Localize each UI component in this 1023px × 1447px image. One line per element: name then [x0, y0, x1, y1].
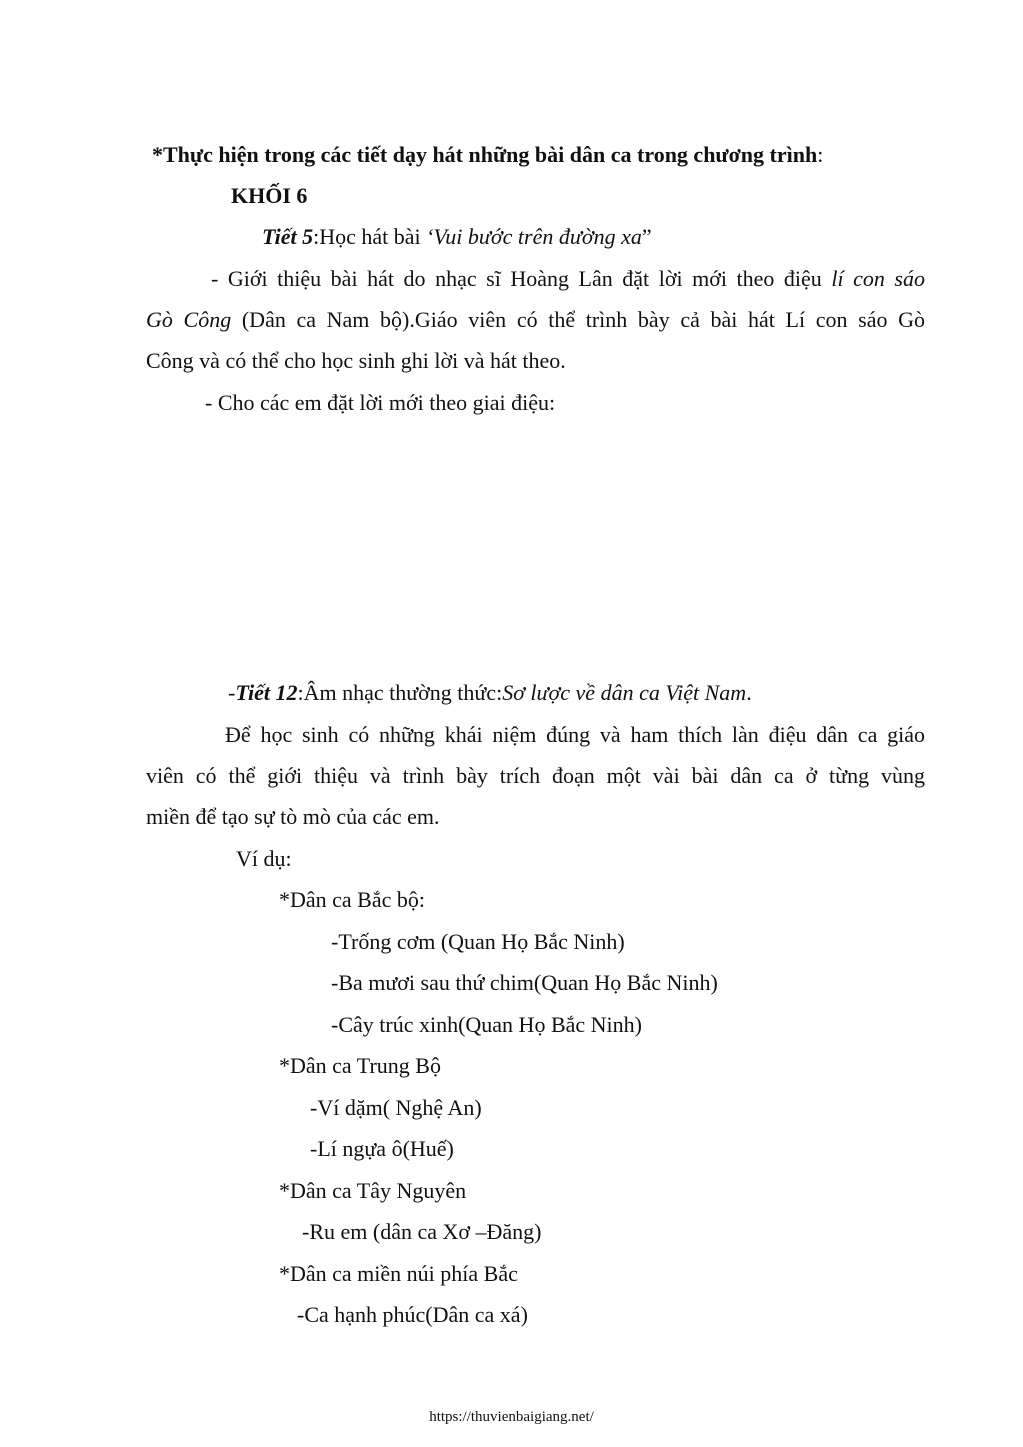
lesson12-topic: Sơ lược về dân ca Việt Nam — [502, 680, 747, 705]
lesson5-para-line3: Công và có thể cho học sinh ghi lời và hát theo. — [146, 348, 566, 373]
list-item: -Cây trúc xinh(Quan Họ Bắc Ninh) — [331, 1012, 642, 1037]
list-item: -Ru em (dân ca Xơ –Đăng) — [302, 1219, 542, 1244]
lesson12-period: . — [746, 680, 752, 705]
lesson5-song: ‘Vui bước trên đường xa — [426, 224, 642, 249]
lesson5-para-line1-text: - Giới thiệu bài hát do nhạc sĩ Hoàng Lân đặt lời mới theo điệu — [211, 266, 832, 291]
lesson5-para-line2-italic: Gò Công — [146, 307, 232, 332]
lesson5-close-quote: ” — [641, 224, 652, 249]
lesson12-title — [228, 679, 752, 707]
lesson5-instruction: - Cho các em đặt lời mới theo giai điệu: — [205, 390, 556, 415]
lesson5-para-line2 — [146, 299, 925, 340]
lesson5-sep: :Học hát bài — [313, 224, 427, 249]
section-heading-colon: : — [817, 142, 824, 167]
lesson5-paragraph — [146, 258, 925, 381]
lesson5-para-line1-italic: lí con sáo — [831, 266, 925, 291]
section-heading-text: *Thực hiện trong các tiết dạy hát những bài dân ca trong chương trình — [152, 142, 818, 167]
list-item: -Ví dặm( Nghệ An) — [310, 1095, 482, 1120]
region-bac-bo: *Dân ca Bắc bộ: — [279, 887, 425, 912]
lesson12-dash: - — [228, 680, 236, 705]
region-tay-nguyen: *Dân ca Tây Nguyên — [279, 1178, 467, 1203]
region-trung-bo: *Dân ca Trung Bộ — [279, 1053, 441, 1078]
list-item: -Ba mươi sau thứ chim(Quan Họ Bắc Ninh) — [331, 970, 718, 995]
region-mien-nui: *Dân ca miền núi phía Bắc — [279, 1261, 518, 1286]
example-label: Ví dụ: — [236, 846, 292, 871]
lesson12-para-line3: miền để tạo sự tò mò của các em. — [146, 804, 440, 829]
lesson5-label: Tiết 5 — [262, 224, 314, 249]
list-item: -Ca hạnh phúc(Dân ca xá) — [297, 1302, 528, 1327]
lesson12-label: Tiết 12 — [235, 680, 298, 705]
lesson12-para-line1: Để học sinh có những khái niệm đúng và ham thích làn điệu dân ca giáo — [225, 722, 925, 747]
list-item: -Trống cơm (Quan Họ Bắc Ninh) — [331, 929, 625, 954]
lesson12-sep: :Âm nhạc thường thức: — [297, 680, 503, 705]
lesson12-para-line2: viên có thể giới thiệu và trình bày trích đoạn một vài bài dân ca ở từng vùng — [146, 763, 925, 788]
lesson5-title — [262, 223, 652, 251]
lesson5-para-line1 — [146, 258, 925, 299]
lesson5-para-line2-text: (Dân ca Nam bộ).Giáo viên có thể trình bày cả bài hát Lí con sáo Gò — [231, 307, 926, 332]
list-item: -Lí ngựa ô(Huế) — [310, 1136, 454, 1161]
lesson12-paragraph — [146, 714, 925, 837]
section-heading — [152, 141, 823, 169]
grade-heading: KHỐI 6 — [231, 183, 308, 208]
footer-url[interactable]: https://thuvienbaigiang.net/ — [429, 1409, 594, 1425]
